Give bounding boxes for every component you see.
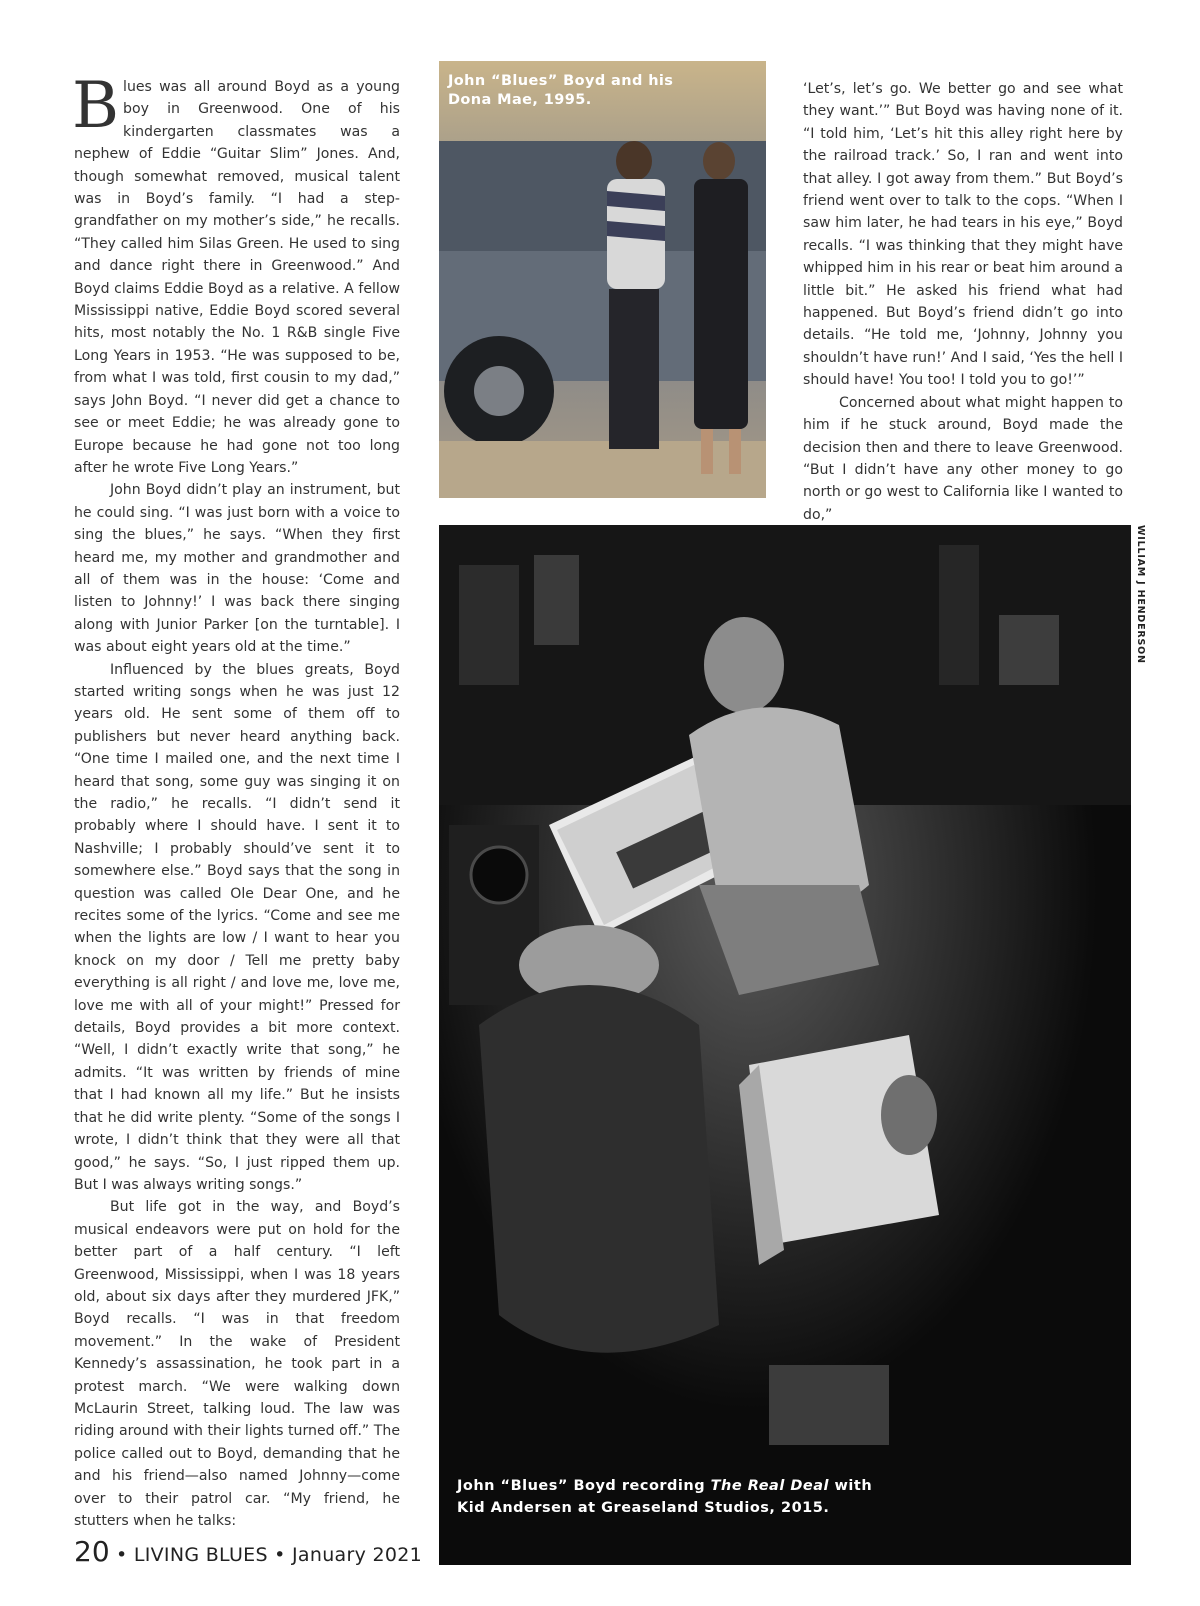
photo-boyd-and-dona-mae [439,61,766,498]
photo2-caption-line [457,1475,897,1497]
photo-recording-session-image [439,525,1131,1565]
photo1-caption-line: Dona Mae, 1995. [448,92,592,108]
article-paragraph: But life got in the way, and Boyd’s musical endeavors were put on hold for the better part of a half century. “I left Greenwood, Mississippi, when I was 18 years old, about six days after they murdered JFK,” Boyd recalls. “I was in that freedom movement.” In the wake of President Kennedy’s assassination, he took part in a protest march. “We were walking down McLaurin Street, talking loud. The law was riding around with their lights turned off.” The police called out to Boyd, demanding that he and his friend—also named Johnny—come over to their patrol car. “My friend, he stutters when he talks: [74,1199,400,1529]
photo-recording-session [439,525,1131,1565]
article-right-column [803,78,1123,526]
photo-credit: WILLIAM J HENDERSON [1135,525,1146,664]
photo2-caption [457,1475,897,1519]
photo1-caption [448,72,698,110]
album-title: The Real Deal [710,1478,829,1494]
page-number: 20 [74,1535,110,1568]
photo2-caption-line: Kid Andersen at Greaseland Studios, 2015. [457,1500,830,1516]
drop-cap: B [72,69,120,143]
paragraph-text: lues was all around Boyd as a young boy in Greenwood. One of his kindergarten classmates was a nephew of Eddie “Guitar Slim” Jones. And, though somewhat removed, musical talent was in Boyd’s family. “I had a step-grandfather on my mother’s side,” he recalls. “They called him Silas Green. He used to sing and dance right there in Greenwood.” And Boyd claims Eddie Boyd as a relative. A fellow Mississippi native, Eddie Boyd scored several hits, most notably the No. 1 R&B single Five Long Years in 1953. “He was supposed to be, from what I was told, first cousin to my dad,” says John Boyd. “I never did get a chance to see or meet Eddie; he was already gone to Europe because he had gone not too long after he wrote Five Long Years.” [74,79,400,476]
article-paragraph: Concerned about what might happen to him if he stuck around, Boyd made the decision then and there to leave Greenwood. “But I didn’t have any other money to go north or go west to California like I wanted to do,” [803,394,1123,523]
photo-boyd-and-dona-mae-image [439,61,766,498]
article-paragraph: John Boyd didn’t play an instrument, but he could sing. “I was just born with a voice to sing the blues,” he says. “When they first heard me, my mother and grandmother and all of them was in the house: ‘Come and listen to Johnny!’ I was back there singing along with Junior Parker [on the turntable]. I was about eight years old at the time.” [74,482,400,656]
photo1-caption-line: John “Blues” Boyd and his [448,73,674,89]
page-footer [74,1535,422,1568]
publication-line: • LIVING BLUES • January 2021 [109,1544,423,1566]
article-left-column [72,69,400,1532]
article-paragraph: Influenced by the blues greats, Boyd started writing songs when he was just 12 years old. He sent some of them off to publishers but never heard anything back. “One time I mailed one, and the next time I heard that song, some guy was singing it on the radio,” he recalls. “I didn’t send it probably where I should have. I sent it to Nashville; I probably should’ve sent it to somewhere else.” Boyd says that the song in question was called Ole Dear One, and he recites some of the lyrics. “Come and see me when the lights are low / I want to hear you knock on my door / Tell me pretty baby everything is all right / and love me, love me, love me with all of your might!” Pressed for details, Boyd provides a bit more context. “Well, I didn’t exactly write that song,” he admits. “It was written by friends of mine that I had known all my life.” But he insists that he did write plenty. “Some of the songs I wrote, I didn’t think that they were all that good,” he says. “So, I just ripped them up. But I was always writing songs.” [74,661,400,1193]
article-paragraph: ‘Let’s, let’s go. We better go and see what they want.’” But Boyd was having none of it. “I told him, ‘Let’s hit this alley right here by the railroad track.’ So, I ran and went into that alley. I got away from them.” But Boyd’s friend went over to talk to the cops. “When I saw him later, he had tears in his eye,” Boyd recalls. “I was thinking that they might have whipped him in his rear or beat him around a little bit.” He asked his friend what had happened. But Boyd’s friend didn’t go into details. “He told me, ‘Johnny, Johnny you shouldn’t have run!’ And I said, ‘Yes the hell I should have! You too! I told you to go!’” [803,81,1123,389]
caption-text: John “Blues” Boyd recording [457,1478,711,1494]
article-paragraph [72,69,400,479]
caption-text: with [828,1478,873,1494]
